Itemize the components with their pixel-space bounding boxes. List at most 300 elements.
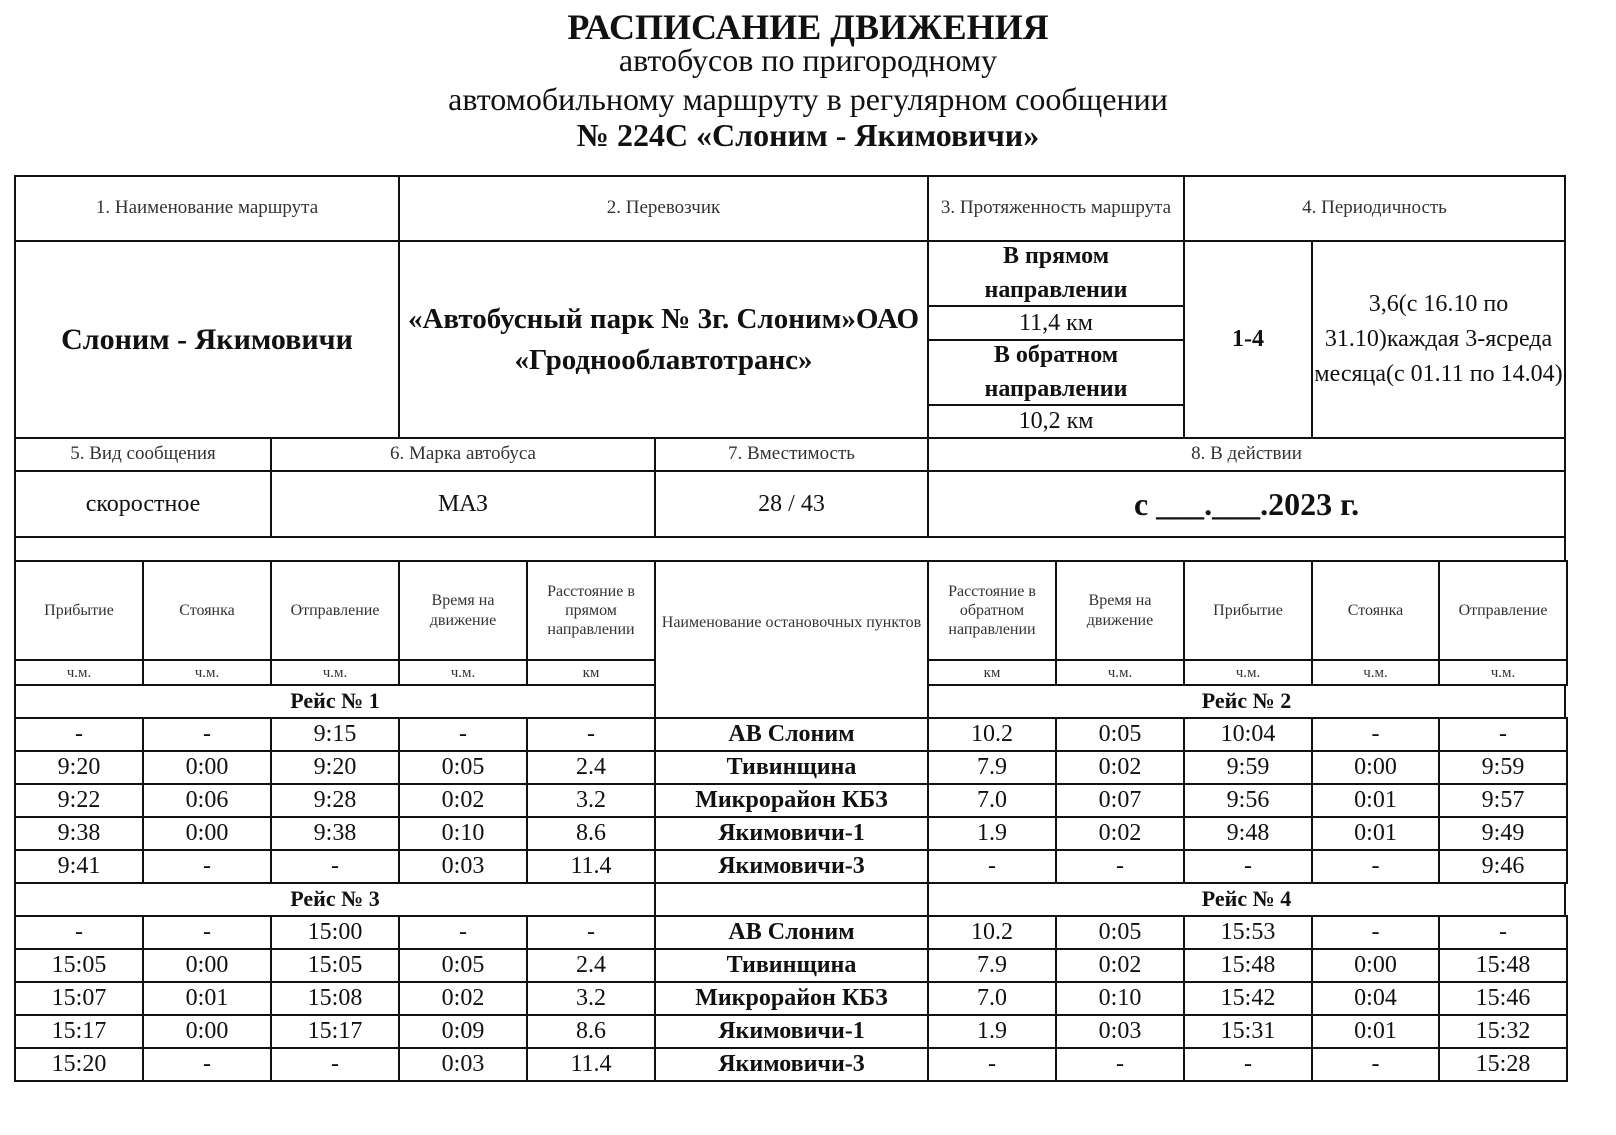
cell-travel-time-back (1057, 1016, 1183, 1047)
periodicity-days (1185, 242, 1311, 437)
cell-departure-back-text: - (1499, 721, 1507, 748)
cell-departure-back-text: 9:46 (1481, 853, 1525, 880)
cell-distance-backward (929, 983, 1055, 1014)
cell-stop (144, 752, 270, 783)
cell-stop-back (1313, 1049, 1438, 1080)
cell-stop-back (1313, 917, 1438, 948)
cell-stop-text: - (203, 853, 211, 880)
document-subtitle-line2: автомобильному маршруту в регулярном сообщении (448, 81, 1168, 117)
col-stop-header (144, 562, 270, 659)
col-arrival-header-text: Прибытие (44, 601, 114, 619)
carrier-name (400, 242, 927, 437)
cell-travel-time (400, 785, 526, 816)
cell-departure-text: 15:05 (307, 952, 363, 979)
cell-stop (144, 851, 270, 882)
cell-arrival-back-text: 9:59 (1226, 754, 1270, 781)
header-periodicity (1185, 177, 1564, 240)
grid-line (1566, 560, 1568, 686)
grid-line (14, 536, 1566, 538)
cell-stop-name-text: Тивинщина (726, 754, 857, 781)
cell-departure-back (1440, 1049, 1566, 1080)
cell-departure-back (1440, 785, 1566, 816)
cell-stop-name-text: Микрорайон КБЗ (695, 985, 888, 1012)
cell-arrival-back (1185, 719, 1311, 750)
forward-direction-label (929, 242, 1183, 305)
cell-stop-name (656, 785, 927, 816)
header-route-name-text: 1. Наименование маршрута (95, 197, 319, 219)
cell-distance-backward-text: 7.0 (977, 787, 1007, 814)
cell-arrival (16, 785, 142, 816)
backward-direction-label-text: В обратном направлении (984, 341, 1128, 402)
carrier-name-text: г. Слоним» (712, 302, 856, 335)
cell-arrival-back-text: 15:42 (1220, 985, 1276, 1012)
cell-departure-back (1440, 983, 1566, 1014)
cell-travel-time-text: 0:10 (441, 820, 485, 847)
cell-arrival-back (1185, 1049, 1311, 1080)
cell-stop (144, 983, 270, 1014)
col-departure-back-unit-text: ч.м. (1490, 664, 1516, 681)
trip-label-backward (929, 686, 1564, 717)
col-departure-back-unit (1440, 661, 1566, 684)
cell-stop (144, 950, 270, 981)
cell-arrival-back-text: 9:48 (1226, 820, 1270, 847)
cell-stop-name (656, 983, 927, 1014)
bus-make (272, 472, 654, 536)
col-distance-backward-header (929, 562, 1055, 659)
cell-stop-text: - (203, 721, 211, 748)
cell-departure-back-text: 15:28 (1475, 1051, 1531, 1078)
grid-line (1566, 948, 1568, 983)
cell-stop (144, 917, 270, 948)
cell-distance-backward-text: 1.9 (977, 1018, 1007, 1045)
cell-arrival (16, 719, 142, 750)
cell-arrival-text: - (75, 721, 83, 748)
cell-arrival (16, 1016, 142, 1047)
trip-label-backward-text: Рейс № 4 (1201, 886, 1292, 912)
grid-line (14, 1080, 1568, 1082)
grid-line (1566, 1047, 1568, 1082)
cell-distance-backward-text: 7.9 (977, 952, 1007, 979)
cell-travel-time-back-text: - (1116, 853, 1124, 880)
cell-travel-time-back-text: 0:02 (1098, 820, 1142, 847)
cell-departure-text: 9:28 (313, 787, 357, 814)
cell-arrival-back (1185, 785, 1311, 816)
cell-travel-time (400, 752, 526, 783)
cell-stop-name-text: АВ Слоним (728, 919, 855, 946)
cell-travel-time-back (1057, 785, 1183, 816)
col-stop-unit-text: ч.м. (194, 664, 220, 681)
cell-stop-name-text: Микрорайон КБЗ (695, 787, 888, 814)
cell-arrival-back-text: - (1244, 853, 1252, 880)
col-arrival-back-unit-text: ч.м. (1235, 664, 1261, 681)
backward-distance-text: 10,2 км (1018, 408, 1094, 435)
cell-departure-text: 9:38 (313, 820, 357, 847)
cell-stop-back (1313, 785, 1438, 816)
cell-travel-time (400, 719, 526, 750)
grid-line (1566, 783, 1568, 818)
cell-travel-time-back-text: 0:02 (1098, 754, 1142, 781)
cell-stop-name (656, 818, 927, 849)
header-bus-make-text: 6. Марка автобуса (390, 443, 536, 465)
col-stop-name-header (656, 562, 927, 684)
cell-departure-text: 15:17 (307, 1018, 363, 1045)
cell-departure-back-text: 9:59 (1481, 754, 1525, 781)
grid-line (1566, 750, 1568, 785)
cell-stop-text: 0:00 (185, 820, 229, 847)
cell-departure (272, 818, 398, 849)
cell-departure-back (1440, 818, 1566, 849)
cell-travel-time-text: 0:05 (441, 754, 485, 781)
in-effect-date-text: с ___.___.2023 г. (1133, 485, 1360, 522)
cell-departure-text: - (331, 1051, 339, 1078)
col-travel-time-back-unit (1057, 661, 1183, 684)
cell-stop (144, 1049, 270, 1080)
col-stop-unit (144, 661, 270, 684)
cell-stop-back (1313, 950, 1438, 981)
cell-departure-back (1440, 1016, 1566, 1047)
cell-arrival-back (1185, 851, 1311, 882)
cell-departure-text: 9:20 (313, 754, 357, 781)
cell-arrival-text: - (75, 919, 83, 946)
cell-departure-back-text: 9:49 (1481, 820, 1525, 847)
header-carrier (400, 177, 927, 240)
cell-distance-forward-text: - (587, 919, 595, 946)
cell-travel-time-back (1057, 719, 1183, 750)
col-departure-unit (272, 661, 398, 684)
cell-travel-time-back (1057, 983, 1183, 1014)
cell-travel-time-back-text: 0:10 (1098, 985, 1142, 1012)
cell-arrival-back-text: 9:56 (1226, 787, 1270, 814)
cell-stop-back-text: 0:00 (1354, 754, 1397, 781)
cell-distance-forward-text: 2.4 (576, 754, 606, 781)
cell-stop-back-text: - (1371, 853, 1380, 880)
cell-travel-time (400, 1049, 526, 1080)
cell-arrival (16, 1049, 142, 1080)
cell-distance-backward-text: - (988, 1051, 996, 1078)
service-type (16, 472, 270, 536)
cell-stop-name-text: Якимовичи-3 (718, 853, 865, 880)
grid-line (1564, 882, 1566, 917)
cell-distance-forward-text: 8.6 (576, 820, 606, 847)
cell-departure-back (1440, 950, 1566, 981)
cell-arrival-text: 9:22 (57, 787, 101, 814)
cell-distance-backward-text: 10.2 (971, 721, 1013, 748)
cell-arrival (16, 818, 142, 849)
cell-departure-back-text: 9:57 (1481, 787, 1525, 814)
capacity (656, 472, 927, 536)
cell-departure-text: 15:08 (307, 985, 363, 1012)
cell-stop-back (1313, 1016, 1438, 1047)
cell-distance-forward-text: 3.2 (576, 985, 606, 1012)
cell-departure-back-text: 15:32 (1475, 1018, 1531, 1045)
cell-departure-back (1440, 851, 1566, 882)
cell-distance-forward (528, 719, 654, 750)
header-in-effect (929, 439, 1564, 470)
cell-travel-time-text: 0:05 (441, 952, 485, 979)
col-distance-forward-unit (528, 661, 654, 684)
cell-departure-text: - (331, 853, 339, 880)
grid-line (1566, 915, 1568, 950)
document-title: РАСПИСАНИЕ ДВИЖЕНИЯ (567, 7, 1049, 47)
cell-departure-back-text: 15:48 (1475, 952, 1531, 979)
cell-travel-time-text: 0:03 (441, 1051, 485, 1078)
cell-travel-time-text: - (459, 919, 467, 946)
trip-label-forward-text: Рейс № 3 (290, 886, 380, 912)
cell-distance-forward-text: 11.4 (570, 853, 612, 880)
cell-stop-back (1313, 983, 1438, 1014)
cell-distance-backward (929, 752, 1055, 783)
backward-direction-label (929, 341, 1183, 404)
cell-stop-name-text: Якимовичи-1 (718, 820, 865, 847)
cell-travel-time-back-text: 0:02 (1098, 952, 1142, 979)
service-type-text: скоростное (85, 490, 201, 517)
cell-stop-back (1313, 818, 1438, 849)
bus-make-text: МАЗ (437, 490, 489, 517)
header-periodicity-text: 4. Периодичность (1302, 197, 1447, 219)
cell-distance-forward-text: 2.4 (576, 952, 606, 979)
cell-stop-text: 0:00 (185, 952, 229, 979)
header-route-length-text: 3. Протяженность маршрута (940, 197, 1172, 219)
cell-arrival-back (1185, 917, 1311, 948)
col-arrival-unit (16, 661, 142, 684)
col-distance-forward-unit-text: км (582, 664, 600, 681)
cell-stop-text: 0:00 (185, 1018, 229, 1045)
col-travel-time-back-unit-text: ч.м. (1107, 664, 1133, 681)
periodicity-days-text: 1-4 (1232, 326, 1264, 353)
col-travel-time-header-text: Время на движение (429, 592, 497, 629)
cell-travel-time-back-text: - (1116, 1051, 1124, 1078)
cell-departure (272, 851, 398, 882)
cell-arrival-back-text: 15:48 (1220, 952, 1276, 979)
cell-stop (144, 719, 270, 750)
cell-arrival (16, 917, 142, 948)
cell-departure (272, 950, 398, 981)
cell-stop-name (656, 752, 927, 783)
grid-line (654, 684, 656, 719)
cell-arrival-back-text: 15:53 (1220, 919, 1276, 946)
cell-travel-time (400, 851, 526, 882)
cell-distance-backward (929, 1016, 1055, 1047)
cell-departure-back (1440, 752, 1566, 783)
cell-travel-time (400, 1016, 526, 1047)
cell-arrival-back-text: - (1244, 1051, 1252, 1078)
cell-departure (272, 785, 398, 816)
cell-departure-text: 9:15 (313, 721, 357, 748)
cell-stop-back-text: 0:01 (1354, 820, 1397, 847)
cell-stop-name (656, 719, 927, 750)
cell-arrival-back-text: 10:04 (1220, 721, 1276, 748)
grid-line (1566, 1014, 1568, 1049)
cell-travel-time-text: - (459, 721, 467, 748)
cell-arrival (16, 950, 142, 981)
cell-distance-forward (528, 818, 654, 849)
col-travel-time-back-header (1057, 562, 1183, 659)
grid-line (1566, 849, 1568, 884)
cell-distance-forward-text: - (587, 721, 595, 748)
cell-stop (144, 1016, 270, 1047)
col-travel-time-unit (400, 661, 526, 684)
cell-distance-forward (528, 950, 654, 981)
col-travel-time-header (400, 562, 526, 659)
col-distance-backward-unit (929, 661, 1055, 684)
cell-distance-backward (929, 719, 1055, 750)
cell-distance-forward (528, 917, 654, 948)
header-route-length (929, 177, 1183, 240)
col-stop-back-unit-text: ч.м. (1363, 664, 1388, 681)
cell-travel-time-back-text: 0:07 (1098, 787, 1142, 814)
trip-label-backward (929, 884, 1564, 915)
route-name (16, 242, 398, 437)
cell-arrival (16, 983, 142, 1014)
cell-arrival (16, 851, 142, 882)
cell-stop-name (656, 950, 927, 981)
forward-distance-text: 11,4 км (1019, 309, 1093, 336)
cell-travel-time-back-text: 0:05 (1098, 919, 1142, 946)
trip-label-backward-text: Рейс № 2 (1201, 688, 1292, 714)
col-distance-backward-unit-text: км (983, 664, 1001, 681)
col-departure-header (272, 562, 398, 659)
grid-line (1564, 684, 1566, 719)
cell-distance-forward (528, 1016, 654, 1047)
cell-distance-backward (929, 1049, 1055, 1080)
cell-stop-text: 0:06 (185, 787, 229, 814)
cell-arrival-back (1185, 1016, 1311, 1047)
cell-distance-forward-text: 3.2 (576, 787, 606, 814)
cell-distance-forward (528, 983, 654, 1014)
cell-departure-text: 15:00 (307, 919, 363, 946)
col-departure-header-text: Отправление (290, 601, 380, 619)
col-stop-header-text: Стоянка (179, 601, 235, 619)
trip-label-forward-text: Рейс № 1 (290, 688, 380, 714)
cell-stop-text: - (203, 919, 211, 946)
cell-travel-time-back (1057, 752, 1183, 783)
cell-distance-backward-text: 7.0 (977, 985, 1007, 1012)
grid-line (654, 882, 656, 917)
cell-stop-back-text: - (1371, 919, 1380, 946)
cell-distance-forward (528, 851, 654, 882)
periodicity-schedule-text: среда месяца (1314, 326, 1553, 387)
cell-stop (144, 785, 270, 816)
periodicity-schedule-text: каждая 3-я (1386, 326, 1497, 353)
cell-arrival-back-text: 15:31 (1220, 1018, 1276, 1045)
cell-stop-name (656, 917, 927, 948)
grid-line (1566, 981, 1568, 1016)
carrier-name-text: «Автобусный парк № 3 (407, 302, 713, 335)
cell-stop-back-text: 0:04 (1354, 985, 1397, 1012)
cell-departure-back (1440, 719, 1566, 750)
cell-stop-name-text: АВ Слоним (728, 721, 855, 748)
cell-travel-time-back-text: 0:03 (1098, 1018, 1142, 1045)
cell-distance-backward-text: 1.9 (977, 820, 1007, 847)
cell-distance-backward-text: 7.9 (977, 754, 1007, 781)
cell-stop-name-text: Якимовичи-1 (718, 1018, 865, 1045)
cell-distance-backward-text: - (988, 853, 996, 880)
cell-stop-text: 0:01 (185, 985, 229, 1012)
cell-stop-back-text: 0:01 (1354, 1018, 1397, 1045)
header-in-effect-text: 8. В действии (1191, 443, 1302, 465)
cell-stop-text: - (203, 1051, 211, 1078)
cell-travel-time-back (1057, 917, 1183, 948)
grid-line (1564, 175, 1566, 562)
cell-travel-time-text: 0:02 (441, 787, 485, 814)
cell-stop-back-text: - (1371, 721, 1380, 748)
col-distance-forward-header-text: Расстояние в прямом направлении (547, 582, 635, 639)
header-bus-make (272, 439, 654, 470)
col-stop-back-unit (1313, 661, 1438, 684)
cell-arrival-back (1185, 752, 1311, 783)
col-departure-back-header (1440, 562, 1566, 659)
cell-distance-backward (929, 950, 1055, 981)
in-effect-date (929, 472, 1564, 536)
cell-stop-back (1313, 851, 1438, 882)
cell-arrival-back (1185, 818, 1311, 849)
cell-stop-name (656, 1049, 927, 1080)
grid-line (1566, 816, 1568, 851)
route-title: № 224С «Слоним - Якимовичи» (576, 117, 1040, 153)
col-distance-backward-header-text: Расстояние в обратном направлении (948, 582, 1036, 639)
forward-direction-label-text: В прямом направлении (984, 242, 1128, 303)
header-carrier-text: 2. Перевозчик (606, 197, 721, 219)
col-departure-unit-text: ч.м. (322, 664, 348, 681)
header-route-name (16, 177, 398, 240)
cell-departure-back-text: - (1499, 919, 1507, 946)
cell-arrival-text: 15:17 (51, 1018, 107, 1045)
cell-departure-back-text: 15:46 (1475, 985, 1531, 1012)
cell-departure (272, 1049, 398, 1080)
cell-departure (272, 752, 398, 783)
document-subtitle-line1: автобусов по пригородному (618, 42, 998, 78)
periodicity-schedule-text: 3,6 (1368, 291, 1399, 318)
cell-travel-time-text: 0:02 (441, 985, 485, 1012)
header-service-type (16, 439, 270, 470)
periodicity-schedule-text: (с 01.11 по 14.04) (1386, 360, 1563, 387)
cell-distance-backward (929, 818, 1055, 849)
periodicity-schedule-text: (с 16.10 по 31.10) (1324, 291, 1509, 353)
cell-arrival-text: 15:20 (51, 1051, 107, 1078)
cell-distance-backward-text: 10.2 (971, 919, 1013, 946)
cell-arrival (16, 752, 142, 783)
cell-departure (272, 1016, 398, 1047)
cell-stop-back (1313, 719, 1438, 750)
col-stop-back-header (1313, 562, 1438, 659)
cell-arrival-back (1185, 983, 1311, 1014)
grid-line (1566, 717, 1568, 752)
cell-distance-forward (528, 1049, 654, 1080)
header-capacity-text: 7. Вместимость (728, 443, 855, 465)
cell-travel-time (400, 983, 526, 1014)
cell-stop-text: 0:00 (185, 754, 229, 781)
col-stop-name-header-text: Наименование остановочных пунктов (661, 614, 922, 632)
cell-stop-name (656, 851, 927, 882)
cell-stop-name (656, 1016, 927, 1047)
header-service-type-text: 5. Вид сообщения (70, 443, 216, 465)
col-travel-time-back-header-text: Время на движение (1086, 592, 1154, 629)
cell-arrival-text: 9:41 (57, 853, 101, 880)
cell-travel-time (400, 950, 526, 981)
cell-arrival-back (1185, 950, 1311, 981)
col-arrival-header (16, 562, 142, 659)
cell-distance-forward-text: 8.6 (576, 1018, 606, 1045)
col-travel-time-unit-text: ч.м. (450, 664, 476, 681)
cell-arrival-text: 9:20 (57, 754, 101, 781)
route-name-text: Слоним - Якимовичи (61, 322, 353, 356)
col-arrival-back-header (1185, 562, 1311, 659)
forward-distance (929, 307, 1183, 339)
cell-travel-time (400, 917, 526, 948)
trip-label-forward (16, 686, 654, 717)
backward-distance (929, 406, 1183, 437)
cell-stop-name-text: Якимовичи-3 (718, 1051, 865, 1078)
